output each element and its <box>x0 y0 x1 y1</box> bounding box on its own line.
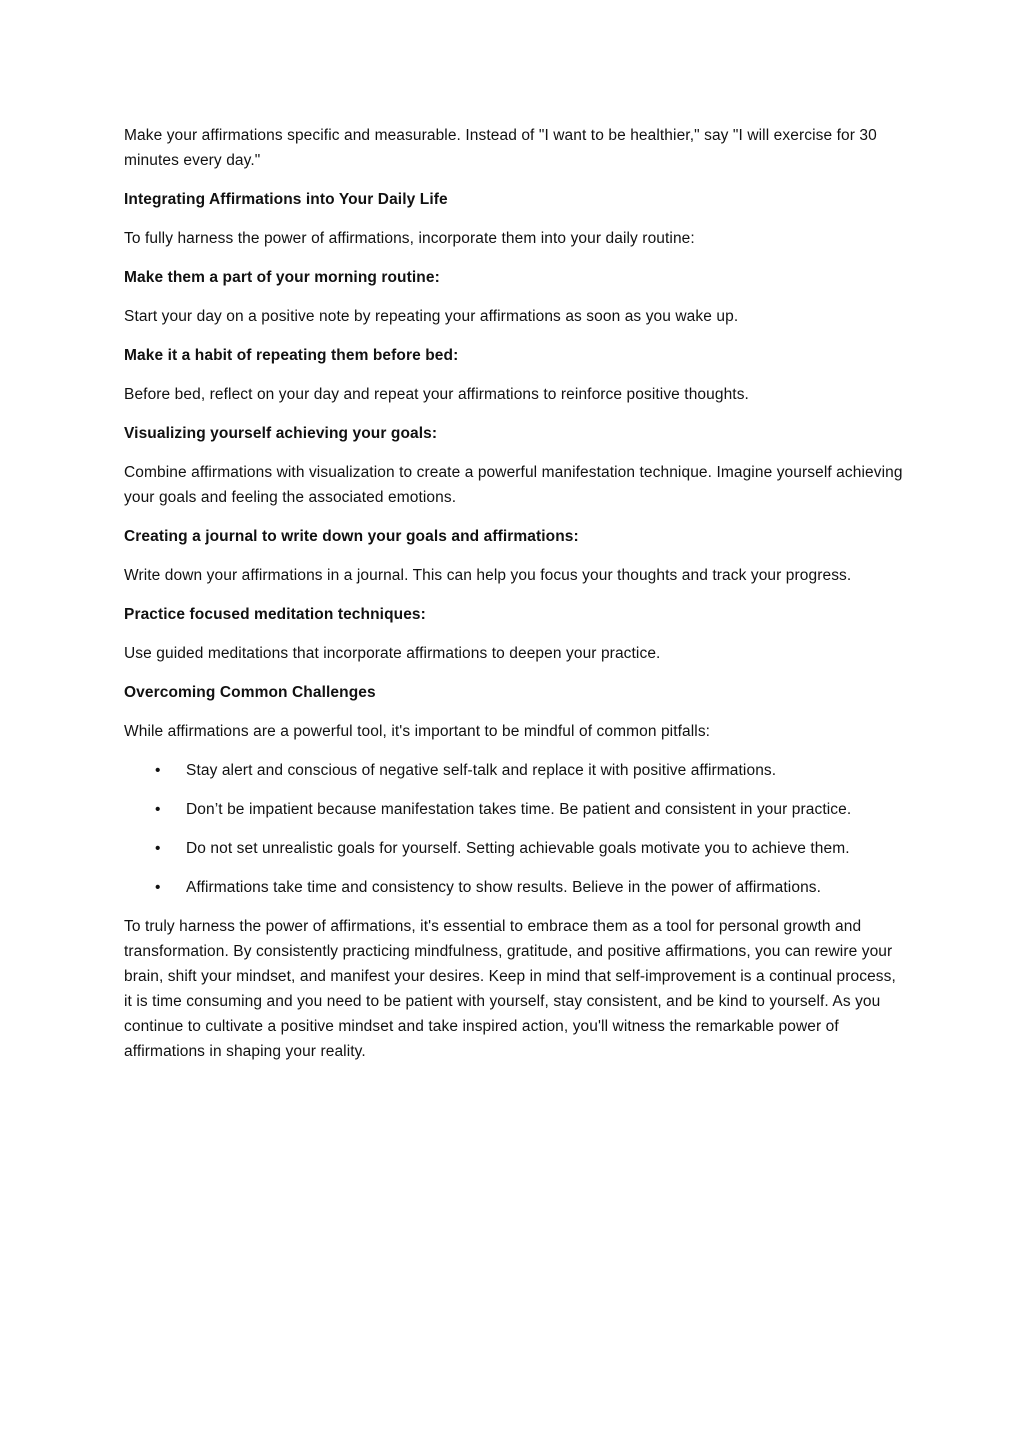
intro-paragraph: Make your affirmations specific and measurable. Instead of "I want to be healthier," say "I will exercise for 30 minutes every day." <box>124 127 877 169</box>
bullet-icon: • <box>155 762 161 779</box>
section-heading-challenges: Overcoming Common Challenges <box>124 684 376 701</box>
document-page <box>124 123 904 1078</box>
list-item-text: Do not set unrealistic goals for yourself. Setting achievable goals motivate you to achieve them. <box>186 840 850 857</box>
paragraph-visualizing: Combine affirmations with visualization to create a powerful manifestation technique. Imagine yourself achieving your goals and feeling the associated emotions. <box>124 464 903 506</box>
subheading-visualizing: Visualizing yourself achieving your goals: <box>124 425 438 442</box>
list-item <box>124 836 904 861</box>
paragraph-morning-routine: Start your day on a positive note by repeating your affirmations as soon as you wake up. <box>124 308 739 325</box>
subheading-journal: Creating a journal to write down your goals and affirmations: <box>124 528 579 545</box>
list-item-text: Stay alert and conscious of negative self-talk and replace it with positive affirmations. <box>186 762 777 779</box>
subheading-before-bed: Make it a habit of repeating them before bed: <box>124 347 459 364</box>
bullet-icon: • <box>155 840 161 857</box>
closing-paragraph: To truly harness the power of affirmations, it's essential to embrace them as a tool for personal growth and transformation. By consistently practicing mindfulness, gratitude, and positive affirmations, you can rewire your brain, shift your mindset, and manifest your desires. Keep in mind that self-improvement is a continual process, it is time consuming and you need to be patient with yourself, stay consistent, and be kind to yourself. As you continue to cultivate a positive mindset and take inspired action, you'll witness the remarkable power of affirmations in shaping your reality. <box>124 918 896 1060</box>
list-item <box>124 875 904 900</box>
challenges-lead-paragraph: While affirmations are a powerful tool, it's important to be mindful of common pitfalls: <box>124 723 711 740</box>
list-item-text: Don’t be impatient because manifestation takes time. Be patient and consistent in your practice. <box>186 801 852 818</box>
section-heading-integrating: Integrating Affirmations into Your Daily Life <box>124 191 448 208</box>
integrating-lead-paragraph: To fully harness the power of affirmations, incorporate them into your daily routine: <box>124 230 695 247</box>
list-item-text: Affirmations take time and consistency to show results. Believe in the power of affirmations. <box>186 879 822 896</box>
subheading-morning-routine: Make them a part of your morning routine: <box>124 269 440 286</box>
bullet-icon: • <box>155 879 161 896</box>
list-item <box>124 797 904 822</box>
list-item <box>124 758 904 783</box>
subheading-meditation: Practice focused meditation techniques: <box>124 606 426 623</box>
bullet-icon: • <box>155 801 161 818</box>
paragraph-journal: Write down your affirmations in a journal. This can help you focus your thoughts and track your progress. <box>124 567 852 584</box>
paragraph-before-bed: Before bed, reflect on your day and repeat your affirmations to reinforce positive thoughts. <box>124 386 749 403</box>
challenges-bullet-list <box>124 758 904 900</box>
paragraph-meditation: Use guided meditations that incorporate affirmations to deepen your practice. <box>124 645 661 662</box>
